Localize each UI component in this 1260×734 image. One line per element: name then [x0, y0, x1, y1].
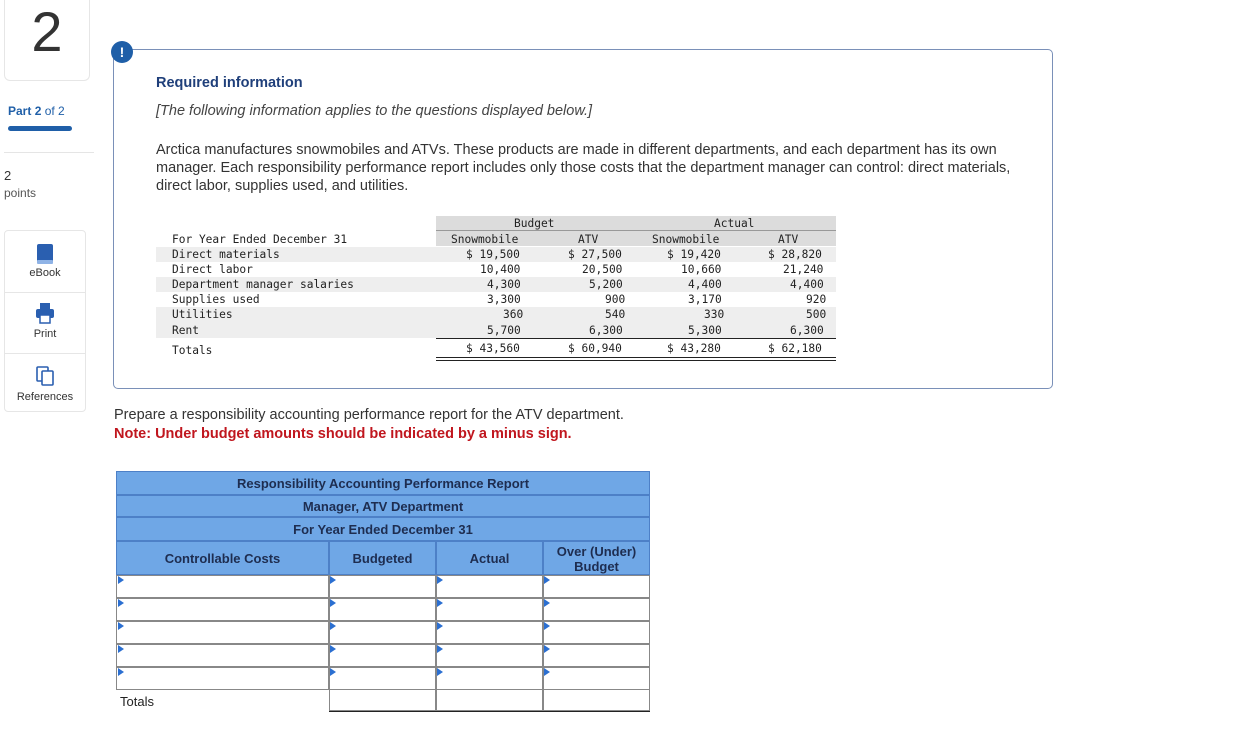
cell-marker-icon	[544, 599, 550, 607]
subtotal-line	[436, 338, 836, 339]
dropdown-marker-icon	[118, 576, 124, 584]
row-label: Department manager salaries	[172, 278, 354, 291]
table-cell: 5,700	[487, 324, 521, 337]
table-cell: 4,400	[790, 278, 824, 291]
row-label: Direct materials	[172, 248, 280, 261]
cell-marker-icon	[544, 645, 550, 653]
cell-marker-icon	[330, 576, 336, 584]
table-cell: $ 19,500	[466, 248, 520, 261]
cell-marker-icon	[544, 576, 550, 584]
budgeted-input[interactable]	[329, 667, 436, 690]
cell-marker-icon	[330, 668, 336, 676]
cell-marker-icon	[437, 668, 443, 676]
report-title-row	[116, 471, 650, 495]
print-icon	[35, 302, 55, 324]
table-cell: $ 43,560	[466, 342, 520, 355]
totals-actual-input[interactable]	[436, 689, 543, 711]
table-cell: 5,300	[688, 324, 722, 337]
cell-marker-icon	[437, 622, 443, 630]
budgeted-input[interactable]	[329, 598, 436, 621]
row-label: Rent	[172, 324, 199, 337]
question-number-box	[4, 0, 90, 81]
table-cell: 20,500	[582, 263, 623, 276]
part-suffix: of 2	[44, 104, 65, 118]
cell-marker-icon	[330, 622, 336, 630]
cost-name-dropdown[interactable]	[116, 621, 329, 644]
variance-input[interactable]	[543, 621, 650, 644]
cost-name-dropdown[interactable]	[116, 667, 329, 690]
table-cell: 6,300	[790, 324, 824, 337]
row-label: Supplies used	[172, 293, 260, 306]
row-label: Utilities	[172, 308, 233, 321]
column-header-label: Over (Under) Budget	[556, 544, 637, 574]
table-cell: 3,170	[688, 293, 722, 306]
references-button[interactable]	[5, 353, 85, 413]
actual-input[interactable]	[436, 644, 543, 667]
cost-name-dropdown[interactable]	[116, 598, 329, 621]
cell-marker-icon	[437, 599, 443, 607]
panel-title: Required information	[156, 75, 303, 91]
table-cell: 10,400	[480, 263, 521, 276]
part-current: 2	[34, 104, 42, 118]
dropdown-marker-icon	[118, 622, 124, 630]
group-header-budget: Budget	[514, 217, 555, 230]
table-cell: 540	[605, 308, 626, 321]
header-divider	[436, 230, 836, 231]
col-header: Snowmobile	[451, 233, 519, 246]
table-cell: $ 28,820	[768, 248, 822, 261]
question-number: 2	[31, 0, 63, 63]
column-header	[543, 541, 650, 575]
column-header	[116, 541, 329, 575]
cell-marker-icon	[330, 599, 336, 607]
actual-input[interactable]	[436, 667, 543, 690]
table-cell: $ 19,420	[667, 248, 721, 261]
col-header: ATV	[578, 233, 599, 246]
table-cell: 4,400	[688, 278, 722, 291]
table-cell: 4,300	[487, 278, 521, 291]
variance-input[interactable]	[543, 598, 650, 621]
column-header	[436, 541, 543, 575]
panel-italic-note: [The following information applies to the questions displayed below.]	[156, 103, 593, 119]
table-cell: 360	[503, 308, 524, 321]
print-button[interactable]	[5, 292, 85, 352]
part-progress-bar	[8, 126, 72, 131]
cell-marker-icon	[437, 576, 443, 584]
question-prompt: Prepare a responsibility accounting performance report for the ATV department.	[114, 407, 624, 423]
table-cell: 5,200	[589, 278, 623, 291]
budgeted-input[interactable]	[329, 621, 436, 644]
part-prefix: Part	[8, 104, 32, 118]
answer-table	[116, 471, 650, 713]
column-header-label: Budgeted	[352, 551, 413, 566]
references-label: References	[16, 391, 74, 403]
points-label: points	[4, 186, 37, 200]
part-indicator	[8, 104, 65, 118]
table-cell: $ 27,500	[568, 248, 622, 261]
row-label: Totals	[172, 344, 213, 357]
cell-marker-icon	[544, 668, 550, 676]
actual-input[interactable]	[436, 598, 543, 621]
report-title: Responsibility Accounting Performance Report	[236, 476, 530, 491]
cell-marker-icon	[544, 622, 550, 630]
references-icon	[35, 365, 55, 387]
report-subtitle-row	[116, 495, 650, 517]
table-cell: 500	[806, 308, 827, 321]
cell-marker-icon	[437, 645, 443, 653]
column-header-label: Controllable Costs	[164, 551, 281, 566]
variance-input[interactable]	[543, 575, 650, 598]
actual-input[interactable]	[436, 575, 543, 598]
cell-marker-icon	[330, 645, 336, 653]
table-cell: 6,300	[589, 324, 623, 337]
report-period-row	[116, 517, 650, 541]
dropdown-marker-icon	[118, 668, 124, 676]
cost-name-dropdown[interactable]	[116, 575, 329, 598]
dropdown-marker-icon	[118, 599, 124, 607]
total-line	[436, 357, 836, 358]
ebook-button[interactable]	[5, 231, 85, 291]
table-cell: $ 62,180	[768, 342, 822, 355]
column-header-label: Actual	[469, 551, 510, 566]
table-cell: $ 60,940	[568, 342, 622, 355]
table-cell: 920	[806, 293, 827, 306]
budgeted-input[interactable]	[329, 644, 436, 667]
alert-icon: !	[111, 41, 133, 63]
dropdown-marker-icon	[118, 645, 124, 653]
col-header: Snowmobile	[652, 233, 720, 246]
budgeted-input[interactable]	[329, 575, 436, 598]
book-icon	[35, 243, 55, 265]
total-line	[436, 360, 836, 361]
table-cell: 10,660	[681, 263, 722, 276]
variance-input[interactable]	[543, 644, 650, 667]
column-header	[329, 541, 436, 575]
group-header-actual: Actual	[714, 217, 755, 230]
col-header: ATV	[778, 233, 799, 246]
row-label: Direct labor	[172, 263, 253, 276]
tools-panel	[4, 230, 86, 412]
table-cell: 21,240	[783, 263, 824, 276]
table-cell: 900	[605, 293, 626, 306]
actual-input[interactable]	[436, 621, 543, 644]
report-period: For Year Ended December 31	[293, 522, 473, 537]
table-cell: 330	[704, 308, 725, 321]
table-title-cell: For Year Ended December 31	[172, 233, 348, 246]
print-label: Print	[33, 328, 57, 340]
total-line	[329, 711, 650, 712]
variance-input[interactable]	[543, 667, 650, 690]
totals-budgeted-input[interactable]	[329, 689, 436, 711]
divider	[4, 152, 94, 153]
question-note: Note: Under budget amounts should be indicated by a minus sign.	[114, 426, 572, 442]
table-cell: $ 43,280	[667, 342, 721, 355]
cost-name-dropdown[interactable]	[116, 644, 329, 667]
totals-variance-input[interactable]	[543, 689, 650, 711]
table-row-band	[156, 307, 836, 322]
report-subtitle: Manager, ATV Department	[302, 499, 464, 514]
points-value: 2	[4, 168, 12, 183]
ebook-label: eBook	[29, 267, 61, 279]
table-cell: 3,300	[487, 293, 521, 306]
totals-label: Totals	[120, 694, 154, 709]
panel-paragraph: Arctica manufactures snowmobiles and ATVs. These products are made in different departments, and each department has its own manager. Each responsibility performance report includes only those costs that the department manager can control: direct materials, direct labor, supplies used, and utilities.	[156, 142, 1011, 194]
